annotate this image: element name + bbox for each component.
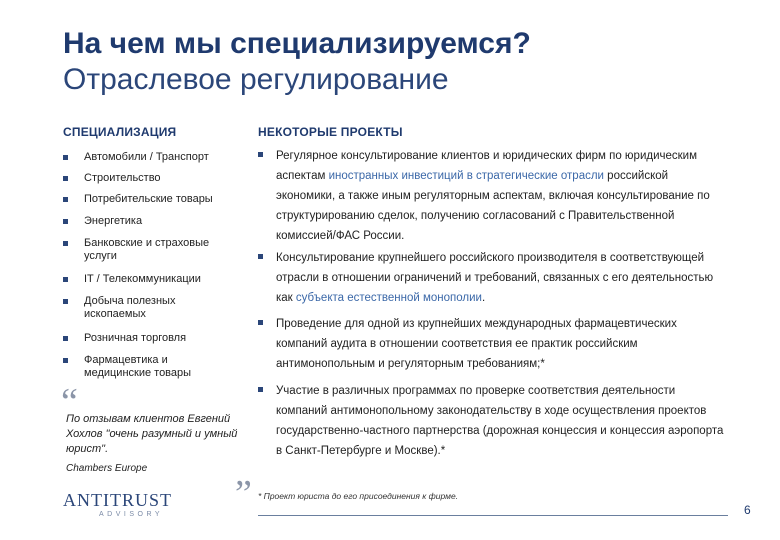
project-text: Проведение для одной из крупнейших международных фармацевтических компаний аудита в отношении соответствия ее практик российским антимонопольным и регуляторным требованиям;*	[276, 318, 677, 370]
specialization-heading: СПЕЦИАЛИЗАЦИЯ	[63, 125, 177, 139]
list-item: Автомобили / Транспорт	[63, 151, 249, 164]
square-bullet-icon	[63, 197, 68, 202]
list-item: Строительство	[63, 172, 249, 185]
list-item: Потребительские товары	[63, 193, 249, 206]
company-logo	[63, 490, 172, 519]
project-text: Регулярное консультирование клиентов и юридических фирм по юридическим аспектам иностранных инвестиций в стратегические отрасли российской экономики, а также иным регуляторным аспектам, включая консультирование по структурированию сделок, получению согласований с Правительственной комиссией/ФАС России.	[276, 150, 710, 242]
open-quote-icon: “	[61, 381, 78, 423]
square-bullet-icon	[63, 241, 68, 246]
projects-heading: НЕКОТОРЫЕ ПРОЕКТЫ	[258, 125, 403, 139]
project-item	[258, 381, 728, 461]
page-title	[63, 26, 531, 98]
square-bullet-icon	[63, 336, 68, 341]
list-item: Розничная торговля	[63, 332, 249, 345]
project-item	[258, 314, 728, 374]
list-item: Банковские и страховые услуги	[63, 237, 224, 263]
square-bullet-icon	[63, 219, 68, 224]
square-bullet-icon	[258, 387, 263, 392]
title-line-2: Отраслевое регулирование	[63, 63, 449, 96]
project-text: Консультирование крупнейшего российского производителя в соответствующей отрасли в отношении ограничений и требований, связанных с его деятельностью как субъекта естественной монополии.	[276, 252, 714, 304]
list-item: Фармацевтика и медицинские товары	[63, 354, 214, 380]
highlight-link: субъекта естественной монополии	[295, 292, 482, 304]
project-item	[258, 248, 728, 308]
client-quote: По отзывам клиентов Евгений Хохлов "очень разумный и умный юрист".	[66, 413, 238, 455]
close-quote-icon: ”	[235, 473, 252, 515]
square-bullet-icon	[258, 320, 263, 325]
list-item: Энергетика	[63, 215, 249, 228]
square-bullet-icon	[63, 358, 68, 363]
square-bullet-icon	[258, 152, 263, 157]
square-bullet-icon	[63, 299, 68, 304]
logo-sub-text: ADVISORY	[99, 511, 164, 518]
logo-main-text: ANTITRUST	[63, 490, 172, 510]
quote-source: Chambers Europe	[66, 463, 148, 474]
square-bullet-icon	[258, 254, 263, 259]
list-item: Добыча полезных ископаемых	[63, 295, 194, 321]
project-text: Участие в различных программах по проверке соответствия деятельности компаний антимонопольному законодательству в ходе осуществления проектов государственно-частного партнерства (дорожная концессия и концессия аэропорта в Санкт-Петербурге и Москве).*	[276, 385, 724, 457]
project-item	[258, 146, 728, 246]
title-line-1: На чем мы специализируемся?	[63, 27, 531, 60]
highlight-link: иностранных инвестиций в стратегические отрасли	[328, 170, 604, 182]
square-bullet-icon	[63, 176, 68, 181]
list-item: IT / Телекоммуникации	[63, 273, 249, 286]
page-number: 6	[744, 503, 751, 517]
footer-divider	[258, 515, 728, 516]
footnote: * Проект юриста до его присоединения к фирме.	[258, 491, 459, 501]
square-bullet-icon	[63, 155, 68, 160]
square-bullet-icon	[63, 277, 68, 282]
